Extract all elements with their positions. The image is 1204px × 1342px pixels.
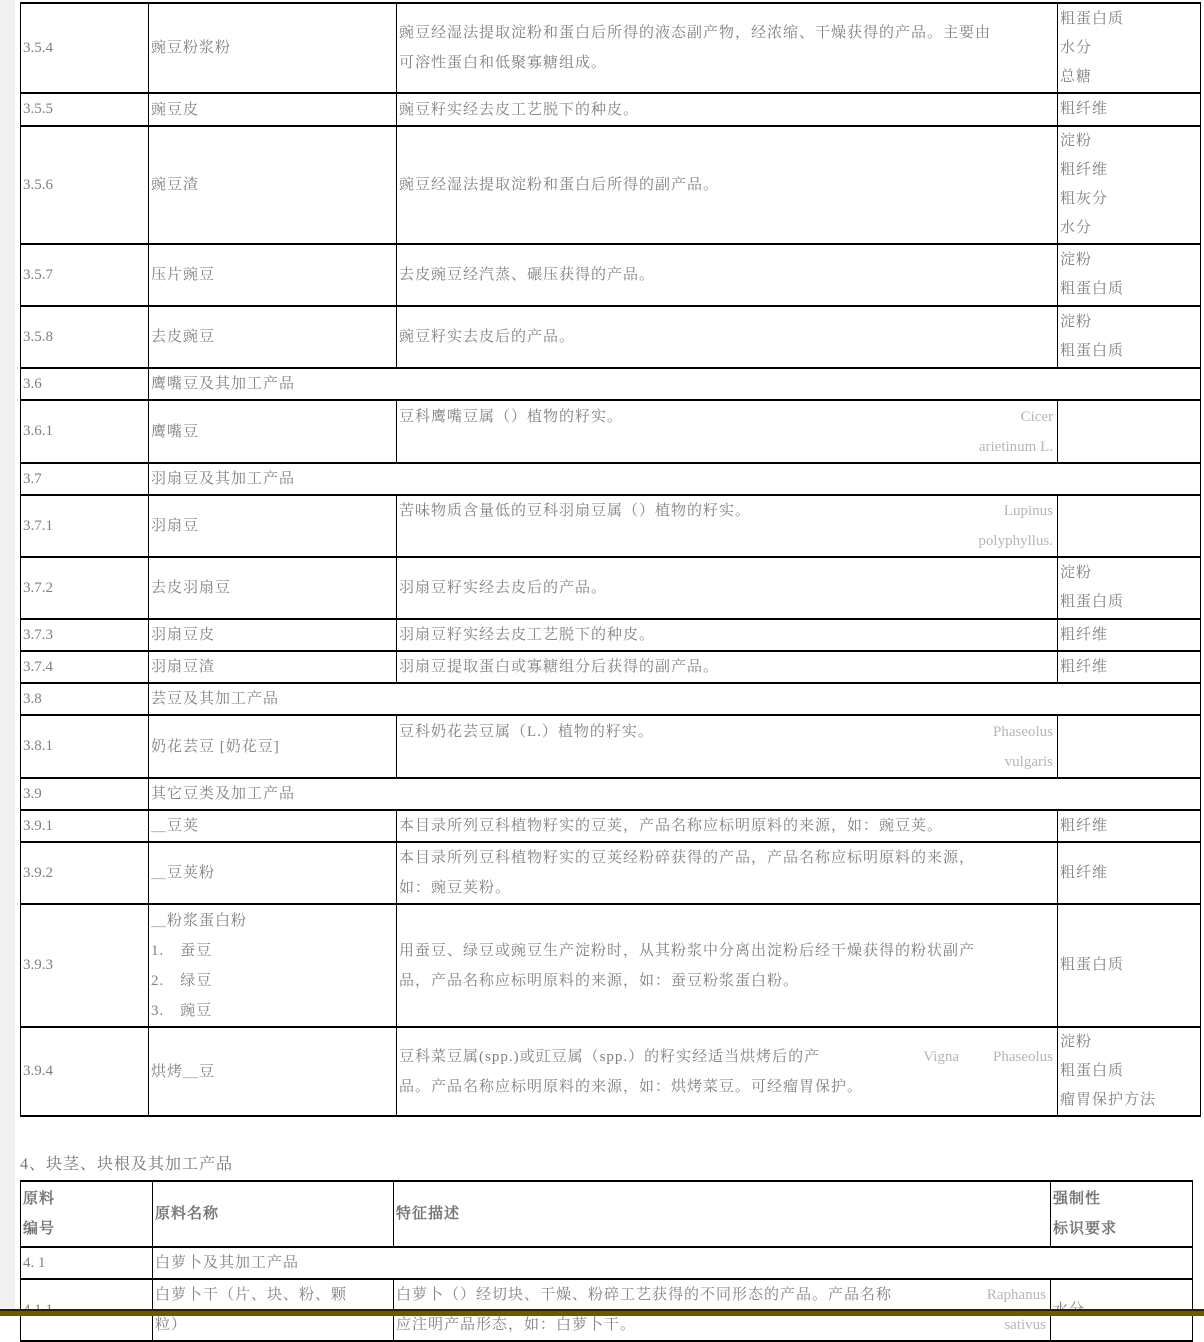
material-name-cell [149, 651, 397, 683]
page-left-gutter [0, 0, 15, 1316]
description-cell [397, 306, 1058, 368]
material-name-cell [149, 619, 397, 651]
requirement-item: 粗纤维 [1060, 817, 1109, 834]
material-name-cell [149, 842, 397, 904]
description-wrap [399, 652, 1055, 682]
description-cell [397, 842, 1058, 904]
description-cell [397, 651, 1058, 683]
section-4-heading: 4、块茎、块根及其加工产品 [20, 1156, 234, 1173]
material-id-cell: 3.5.4 [21, 3, 149, 93]
table-row [21, 244, 1201, 306]
material-name-line: ＿豆荚粉 [151, 865, 216, 881]
latin-name-line: Vigna [923, 1048, 959, 1065]
table-row [21, 810, 1201, 842]
material-name-line: 粒） [155, 1317, 188, 1333]
section-title-cell [149, 368, 1201, 400]
material-name-line: 白萝卜干（片、块、粉、颗 [155, 1287, 348, 1303]
material-id-cell: 3.9 [21, 778, 149, 810]
material-name-cell [149, 3, 397, 93]
table-row [21, 651, 1201, 683]
description-cell [397, 810, 1058, 842]
material-name-cell [149, 810, 397, 842]
latin-name [979, 402, 1053, 462]
description-cell [397, 1027, 1058, 1116]
material-name-line: 豌豆皮 [151, 101, 200, 118]
latin-name-line: sativus [1004, 1317, 1046, 1333]
material-id-cell: 3.8.1 [21, 715, 149, 778]
header-line: 原料名称 [155, 1206, 220, 1222]
description-wrap [399, 936, 1055, 996]
table-row [21, 306, 1201, 368]
material-id-cell: 3.5.5 [21, 93, 149, 126]
description-line: 如：豌豆荚粉。 [399, 880, 512, 896]
description-cell [397, 715, 1058, 778]
description-line: 豆科奶花芸豆属（L.）植物的籽实。 [399, 723, 654, 740]
requirement-item: 粗蛋白质 [1060, 281, 1125, 297]
table-row [21, 400, 1201, 463]
labeling-requirements-cell [1058, 306, 1201, 368]
material-id-cell: 3.7.2 [21, 557, 149, 619]
table-header-row [21, 1181, 1193, 1247]
description-wrap [399, 717, 1055, 777]
section-title-cell [149, 463, 1201, 495]
table-row [21, 619, 1201, 651]
description-line: 豌豆经湿法提取淀粉和蛋白后所得的副产品。 [399, 177, 720, 193]
header-col-material-id [21, 1181, 153, 1247]
material-id-cell: 3.9.3 [21, 904, 149, 1027]
material-name-line: 豌豆渣 [151, 177, 200, 193]
labeling-requirements-cell [1058, 619, 1201, 651]
requirement-item: 粗蛋白质 [1060, 343, 1125, 359]
material-name-line: 鹰嘴豆 [151, 423, 200, 440]
latin-name [993, 717, 1053, 777]
latin-name-line: Phaseolus [993, 723, 1053, 740]
material-id-cell: 3.7.1 [21, 495, 149, 557]
material-name-cell [149, 715, 397, 778]
header-line: 标识要求 [1053, 1221, 1118, 1237]
requirement-item: 粗灰分 [1060, 191, 1109, 207]
requirement-item: 粗蛋白质 [1060, 957, 1125, 973]
section-title: 其它豆类及加工产品 [151, 786, 296, 802]
description-line: 羽扇豆籽实经去皮后的产品。 [399, 580, 608, 596]
material-id-cell: 3.8 [21, 683, 149, 715]
material-name-line: 3. 豌豆 [151, 1002, 213, 1019]
header-col-material-name [153, 1181, 394, 1247]
description-line: 本目录所列豆科植物籽实的豆荚经粉碎获得的产品，产品名称应标明原料的来源， [399, 850, 976, 866]
header-line: 强制性 [1053, 1191, 1102, 1207]
requirement-item: 粗纤维 [1060, 101, 1109, 117]
description-line: 羽扇豆提取蛋白或寡糖组分后获得的副产品。 [399, 659, 720, 675]
header-line: 编号 [23, 1221, 56, 1237]
latin-name-line: arietinum L. [978, 438, 1053, 455]
bottom-highlight-bar [0, 1309, 1204, 1316]
description-line: 应注明产品形态，如：白萝卜干。 [396, 1317, 637, 1333]
material-name-line: 羽扇豆 [151, 518, 200, 534]
material-id-cell: 3.7 [21, 463, 149, 495]
material-name-cell [149, 126, 397, 244]
requirement-item: 粗蛋白质 [1060, 1063, 1125, 1079]
description-cell [397, 244, 1058, 306]
latin-name-line: Cicer [1020, 408, 1053, 425]
labeling-requirements-cell [1058, 93, 1201, 126]
latin-name-line: Raphanus [986, 1287, 1046, 1303]
material-name-line: 奶花芸豆 [奶花豆] [151, 738, 280, 755]
table-row [21, 3, 1201, 93]
table-row [21, 1027, 1201, 1116]
requirement-item: 总糖 [1060, 68, 1093, 85]
requirement-item: 水分 [1060, 220, 1093, 236]
labeling-requirements-cell [1058, 244, 1201, 306]
description-line: 豆科菜豆属(spp.)或豇豆属（spp.）的籽实经适当烘烤后的产 [399, 1048, 821, 1065]
labeling-requirements-cell [1058, 651, 1201, 683]
material-name-line: 羽扇豆皮 [151, 627, 216, 643]
section-title: 鹰嘴豆及其加工产品 [151, 376, 296, 392]
description-line: 品。产品名称应标明原料的来源，如：烘烤菜豆。可经瘤胃保护。 [399, 1078, 864, 1095]
section-title: 芸豆及其加工产品 [151, 691, 280, 707]
section-row [21, 683, 1201, 715]
section-row [21, 778, 1201, 810]
material-id-cell: 3.9.1 [21, 810, 149, 842]
labeling-requirements-cell [1058, 3, 1201, 93]
latin-name-line: Phaseolus [993, 1048, 1053, 1065]
requirement-item: 粗蛋白质 [1060, 10, 1125, 27]
labeling-requirements-cell [1058, 1027, 1201, 1116]
description-cell [397, 904, 1058, 1027]
table-row [21, 715, 1201, 778]
material-name-line: 1. 蚕豆 [151, 942, 213, 959]
description-cell [397, 619, 1058, 651]
material-name-cell [149, 904, 397, 1027]
materials-table-beans [20, 2, 1201, 1117]
materials-table-tubers [20, 1180, 1193, 1342]
requirement-item: 粗蛋白质 [1060, 594, 1125, 610]
description-wrap [399, 811, 1055, 841]
material-name-cell [149, 244, 397, 306]
latin-name [923, 1042, 1053, 1072]
material-id-cell: 3.5.6 [21, 126, 149, 244]
description-wrap [399, 18, 1055, 78]
material-id-cell: 3.5.8 [21, 306, 149, 368]
description-line: 本目录所列豆科植物籽实的豆荚，产品名称应标明原料的来源，如：豌豆荚。 [399, 818, 944, 834]
description-line: 用蚕豆、绿豆或豌豆生产淀粉时，从其粉浆中分离出淀粉后经干燥获得的粉状副产 [399, 942, 976, 959]
requirement-item: 粗纤维 [1060, 658, 1109, 675]
material-name-line: ＿粉浆蛋白粉 [151, 912, 248, 929]
description-cell [397, 126, 1058, 244]
description-wrap [399, 573, 1055, 603]
requirement-item: 粗纤维 [1060, 626, 1109, 643]
description-cell [397, 400, 1058, 463]
description-wrap [399, 170, 1055, 200]
header-col-labeling-requirements [1051, 1181, 1193, 1247]
description-cell [397, 557, 1058, 619]
section-title-cell [149, 778, 1201, 810]
description-wrap [399, 843, 1055, 903]
labeling-requirements-cell [1058, 810, 1201, 842]
description-wrap [399, 95, 1055, 125]
material-id-cell: 3.9.2 [21, 842, 149, 904]
latin-name [978, 496, 1053, 556]
description-line: 羽扇豆籽实经去皮工艺脱下的种皮。 [399, 627, 656, 643]
description-cell [397, 495, 1058, 557]
requirement-item: 淀粉 [1060, 252, 1093, 268]
labeling-requirements-cell [1058, 557, 1201, 619]
labeling-requirements-cell [1058, 495, 1201, 557]
section-row [21, 368, 1201, 400]
description-line: 白萝卜（）经切块、干燥、粉碎工艺获得的不同形态的产品。产品名称 [396, 1287, 893, 1303]
material-name-line: 烘烤＿豆 [151, 1063, 216, 1080]
labeling-requirements-cell [1058, 904, 1201, 1027]
labeling-requirements-cell [1058, 400, 1201, 463]
header-col-description [394, 1181, 1051, 1247]
description-cell [397, 3, 1058, 93]
description-line: 苦味物质含量低的豆科羽扇豆属（）植物的籽实。 [399, 503, 752, 519]
table-row [21, 495, 1201, 557]
requirement-item: 淀粉 [1060, 565, 1093, 581]
table-row [21, 557, 1201, 619]
material-name-cell [149, 306, 397, 368]
material-id-cell: 3.5.7 [21, 244, 149, 306]
description-wrap [399, 402, 1055, 462]
labeling-requirements-cell [1058, 126, 1201, 244]
material-name-cell [149, 495, 397, 557]
material-name-line: 2. 绿豆 [151, 972, 213, 989]
section-title-cell [149, 683, 1201, 715]
requirement-item: 淀粉 [1060, 1034, 1093, 1050]
requirement-item: 粗纤维 [1060, 864, 1109, 881]
material-name-line: 压片豌豆 [151, 267, 216, 283]
requirement-item: 水分 [1060, 39, 1093, 56]
material-id-cell: 3.7.3 [21, 619, 149, 651]
requirement-item: 淀粉 [1060, 133, 1093, 149]
material-id-cell: 3.6.1 [21, 400, 149, 463]
description-line: 去皮豌豆经汽蒸、碾压获得的产品。 [399, 267, 656, 283]
document-page [20, 2, 1200, 1342]
table-row [21, 904, 1201, 1027]
description-line: 豌豆籽实去皮后的产品。 [399, 329, 576, 345]
description-wrap [399, 496, 1055, 556]
requirement-item: 淀粉 [1060, 314, 1093, 330]
latin-name-line: vulgaris [1004, 753, 1053, 770]
description-cell [397, 93, 1058, 126]
material-name-cell [149, 93, 397, 126]
section-row [21, 1247, 1193, 1279]
header-line: 原料 [23, 1191, 56, 1207]
material-name-cell [149, 400, 397, 463]
material-name-line: 豌豆粉浆粉 [151, 40, 232, 56]
material-id-cell: 3.9.4 [21, 1027, 149, 1116]
description-line: 豌豆籽实经去皮工艺脱下的种皮。 [399, 101, 640, 118]
material-name-cell [149, 557, 397, 619]
description-wrap [399, 620, 1055, 650]
material-name-line: 去皮羽扇豆 [151, 580, 232, 596]
latin-name-line: polyphyllus. [978, 533, 1053, 549]
requirement-item: 瘤胃保护方法 [1060, 1092, 1157, 1108]
table-row [21, 126, 1201, 244]
labeling-requirements-cell [1058, 842, 1201, 904]
description-line: 品，产品名称应标明原料的来源，如：蚕豆粉浆蛋白粉。 [399, 972, 800, 989]
table-row [21, 93, 1201, 126]
material-name-line: ＿豆荚 [151, 818, 200, 834]
section-title: 羽扇豆及其加工产品 [151, 471, 296, 487]
description-wrap [399, 1042, 1055, 1102]
description-wrap [399, 260, 1055, 290]
description-line: 豆科鹰嘴豆属（）植物的籽实。 [399, 408, 624, 425]
material-id-cell: 3.6 [21, 368, 149, 400]
material-name-cell [149, 1027, 397, 1116]
section-title: 白萝卜及其加工产品 [155, 1255, 300, 1271]
material-name-line: 去皮豌豆 [151, 329, 216, 345]
material-name-line: 羽扇豆渣 [151, 659, 216, 675]
material-id-cell: 3.7.4 [21, 651, 149, 683]
section-title-cell [153, 1247, 1193, 1279]
description-line: 可溶性蛋白和低聚寡糖组成。 [399, 55, 608, 71]
latin-name-line: Lupinus [1003, 503, 1053, 519]
material-id-cell: 4. 1 [21, 1247, 153, 1279]
description-line: 豌豆经湿法提取淀粉和蛋白后所得的液态副产物，经浓缩、干燥获得的产品。主要由 [399, 25, 992, 41]
section-row [21, 463, 1201, 495]
description-wrap [399, 322, 1055, 352]
labeling-requirements-cell [1058, 715, 1201, 778]
header-line: 特征描述 [396, 1206, 461, 1222]
table-row [21, 842, 1201, 904]
requirement-item: 粗纤维 [1060, 162, 1109, 178]
